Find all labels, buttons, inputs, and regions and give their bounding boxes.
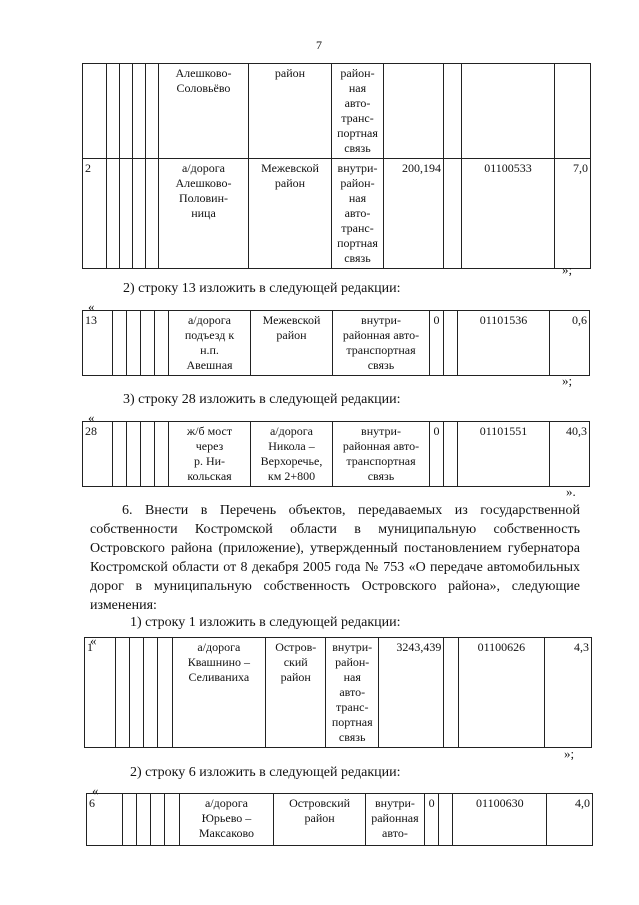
- object-value: 200,194: [384, 159, 444, 269]
- row-number: 13: [83, 311, 113, 376]
- closing-quote: »;: [562, 373, 573, 388]
- object-length: 7,0: [555, 159, 591, 269]
- table-4: [84, 637, 592, 748]
- opening-quote: «: [88, 410, 95, 425]
- table-2: [82, 310, 590, 376]
- row-number: 2: [83, 159, 107, 269]
- object-length: 40,3: [550, 422, 590, 487]
- object-location: Межевской район: [249, 159, 332, 269]
- object-name: Алешково- Соловьёво: [159, 64, 249, 159]
- object-name: ж/б мост через р. Ни- кольская: [169, 422, 251, 487]
- table-row: [83, 64, 591, 159]
- section-heading: 3) строку 28 изложить в следующей редакции:: [123, 392, 401, 407]
- closing-quote: »;: [562, 262, 573, 277]
- object-name: а/дорога Алешково- Половин- ница: [159, 159, 249, 269]
- object-code: 01101551: [458, 422, 550, 487]
- object-purpose: внутри- район- ная авто- транс- портная связь: [326, 638, 379, 748]
- object-location: Межевской район: [251, 311, 333, 376]
- paragraph-6: [90, 501, 580, 615]
- table-row: [85, 638, 592, 748]
- row-number: 1: [85, 638, 116, 748]
- table-row: [87, 794, 593, 846]
- object-purpose: внутри- районная авто-: [365, 794, 424, 846]
- object-length: 4,3: [545, 638, 592, 748]
- table-row: [83, 311, 590, 376]
- object-location: район: [249, 64, 332, 159]
- object-value: 0: [430, 422, 444, 487]
- section-heading: 2) строку 13 изложить в следующей редакции:: [123, 281, 401, 296]
- opening-quote: «: [90, 633, 97, 648]
- object-location: Островский район: [274, 794, 366, 846]
- object-code: 01100630: [453, 794, 547, 846]
- object-length: 0,6: [550, 311, 590, 376]
- object-code: 01101536: [458, 311, 550, 376]
- closing-quote: »;: [564, 746, 575, 761]
- table-3: [82, 421, 590, 487]
- closing-quote: ».: [566, 484, 576, 499]
- object-code: 01100626: [458, 638, 545, 748]
- object-location: а/дорога Никола – Верхоречье, км 2+800: [251, 422, 333, 487]
- table-row: [83, 422, 590, 487]
- object-name: а/дорога Квашнино – Селиваниха: [172, 638, 266, 748]
- object-value: 3243,439: [379, 638, 444, 748]
- table-5: [86, 793, 593, 846]
- section-heading: 2) строку 6 изложить в следующей редакции:: [130, 765, 401, 780]
- object-code: 01100533: [462, 159, 555, 269]
- object-purpose: внутри- район- ная авто- транс- портная связь: [332, 159, 384, 269]
- table-1: [82, 63, 591, 269]
- object-purpose: район- ная авто- транс- портная связь: [332, 64, 384, 159]
- row-number: 28: [83, 422, 113, 487]
- object-value: 0: [424, 794, 438, 846]
- object-purpose: внутри- районная авто- транспортная связь: [333, 422, 430, 487]
- opening-quote: «: [92, 783, 99, 798]
- object-purpose: внутри- районная авто- транспортная связь: [333, 311, 430, 376]
- object-name: а/дорога Юрьево – Максаково: [179, 794, 274, 846]
- section-heading: 1) строку 1 изложить в следующей редакции:: [130, 615, 401, 630]
- row-number: 6: [87, 794, 123, 846]
- object-value: 0: [430, 311, 444, 376]
- object-length: 4,0: [547, 794, 593, 846]
- paragraph-6-text: 6. Внести в Перечень объектов, передаваемых из государственной собственности Костромской области в муниципальную собственность Островского района (приложение), утвержденный постановлением губернатора Костромской области от 8 декабря 2005 года № 753 «О передаче автомобильных дорог в муниципальную собственность Островского района», следующие изменения:: [90, 503, 580, 613]
- object-name: а/дорога подъезд к н.п. Авешная: [169, 311, 251, 376]
- page-number: 7: [316, 38, 322, 52]
- opening-quote: «: [88, 299, 95, 314]
- object-location: Остров- ский район: [266, 638, 326, 748]
- table-row: [83, 159, 591, 269]
